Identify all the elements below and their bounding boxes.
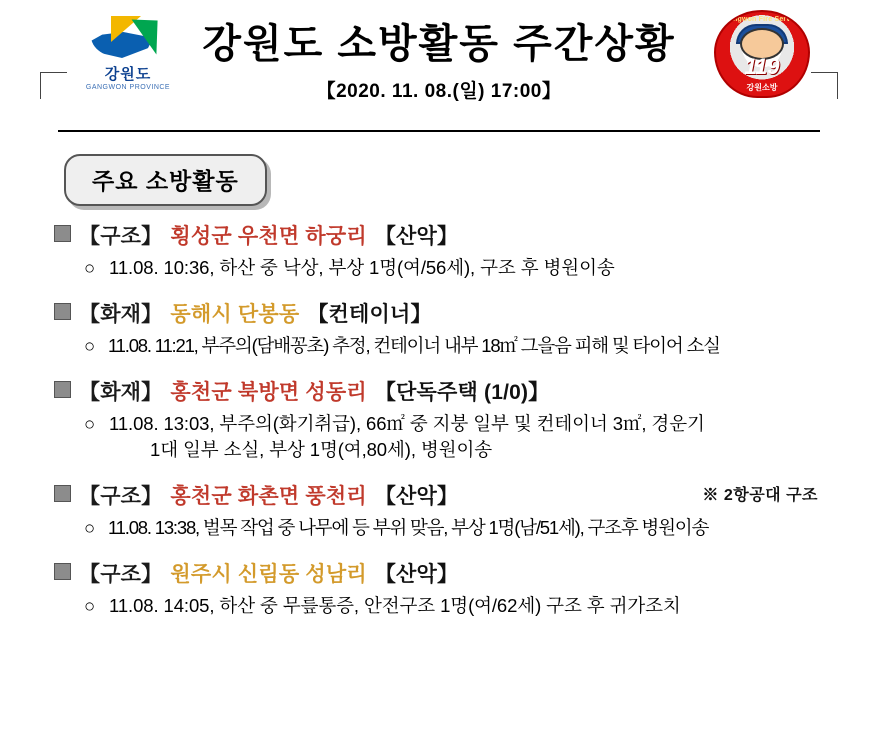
- square-bullet-icon: [54, 485, 71, 502]
- square-bullet-icon: [54, 563, 71, 580]
- entry-location: 홍천군 화촌면 풍천리: [170, 485, 367, 509]
- fire-badge-number: 119: [744, 54, 780, 79]
- entry-kind: 【컨테이너】: [307, 302, 432, 326]
- list-item: [54, 220, 824, 282]
- header-divider: [58, 130, 820, 132]
- list-item: [54, 558, 824, 620]
- circle-marker-icon: ○: [84, 257, 96, 278]
- entry-location: 홍천군 북방면 성동리: [170, 380, 367, 404]
- gangwon-logo-label-kr: 강원도: [104, 66, 152, 83]
- square-bullet-icon: [54, 303, 71, 320]
- circle-marker-icon: ○: [84, 595, 96, 617]
- square-bullet-icon: [54, 381, 71, 398]
- section-header: [64, 154, 878, 206]
- entry-heading: [54, 480, 824, 510]
- fire-badge-ring-text: Gangwon Fire Service: [723, 16, 801, 23]
- gangwon-province-logo: [74, 14, 182, 98]
- section-chip-main-activity: 주요 소방활동: [64, 154, 267, 206]
- list-item: [54, 376, 824, 465]
- fire-badge-subtitle: 강원소방: [746, 83, 778, 92]
- entry-detail-text: 11.08. 11:21, 부주의(담배꽁초) 추정, 컨테이너 내부 18㎡ 그을음 피해 및 타이어 소실: [107, 334, 720, 356]
- circle-marker-icon: ○: [84, 517, 94, 539]
- entry-body: [54, 255, 824, 282]
- fire-badge-icon: [714, 10, 810, 98]
- entry-detail-text: 11.08. 10:36, 하산 중 낙상, 부상 1명(여/56세), 구조 후 병원이송: [109, 257, 615, 278]
- entry-heading: [54, 220, 824, 250]
- entry-body: [54, 411, 824, 465]
- entry-heading: [54, 558, 824, 588]
- entry-category: 【화재】: [79, 380, 163, 404]
- entry-kind: 【산악】: [374, 485, 459, 509]
- entry-body: [54, 593, 824, 620]
- entry-location: 원주시 신림동 성남리: [170, 563, 367, 587]
- square-bullet-icon: [54, 225, 71, 242]
- entry-location: 동해시 단봉동: [170, 302, 300, 326]
- entry-kind: 【산악】: [374, 225, 459, 248]
- entry-detail-text: 11.08. 13:03, 부주의(화기취급), 66㎡ 중 지붕 일부 및 컨테이너 3㎡, 경운기: [109, 412, 705, 434]
- entry-category: 【화재】: [79, 302, 163, 326]
- entry-location: 횡성군 우천면 하궁리: [170, 225, 367, 248]
- report-datetime: 【2020. 11. 08.(일) 17:00】: [316, 81, 562, 102]
- entry-detail-text: 11.08. 14:05, 하산 중 무릎통증, 안전구조 1명(여/62세) 구조 후 귀가조치: [109, 595, 681, 617]
- document-header: [58, 0, 820, 124]
- entry-note: ※ 2항공대 구조: [702, 487, 818, 505]
- entry-detail-text-continued: 1대 일부 소실, 부상 1명(여,80세), 병원이송: [150, 439, 492, 461]
- page-title: 강원도 소방활동 주간상황: [202, 22, 676, 66]
- list-item: [54, 298, 824, 360]
- list-item: [54, 480, 824, 542]
- entry-detail-text: 11.08. 13:38, 벌목 작업 중 나무에 등 부위 맞음, 부상 1명(남/51세), 구조후 병원이송: [107, 517, 709, 539]
- circle-marker-icon: ○: [84, 412, 96, 434]
- fire-service-logo: [714, 10, 810, 98]
- entry-body: [54, 515, 824, 542]
- entry-heading: [54, 298, 824, 328]
- entry-heading: [54, 376, 824, 406]
- entry-kind: 【산악】: [374, 563, 459, 587]
- entry-category: 【구조】: [79, 485, 163, 509]
- circle-marker-icon: ○: [84, 334, 94, 356]
- activity-list: [54, 220, 824, 620]
- entry-category: 【구조】: [79, 563, 163, 587]
- entry-category: 【구조】: [79, 225, 163, 248]
- entry-kind: 【단독주택 (1/0)】: [374, 380, 550, 404]
- entry-body: [54, 333, 824, 360]
- gangwon-emblem-icon: [85, 14, 171, 62]
- gangwon-logo-label-en: GANGWON PROVINCE: [85, 84, 171, 91]
